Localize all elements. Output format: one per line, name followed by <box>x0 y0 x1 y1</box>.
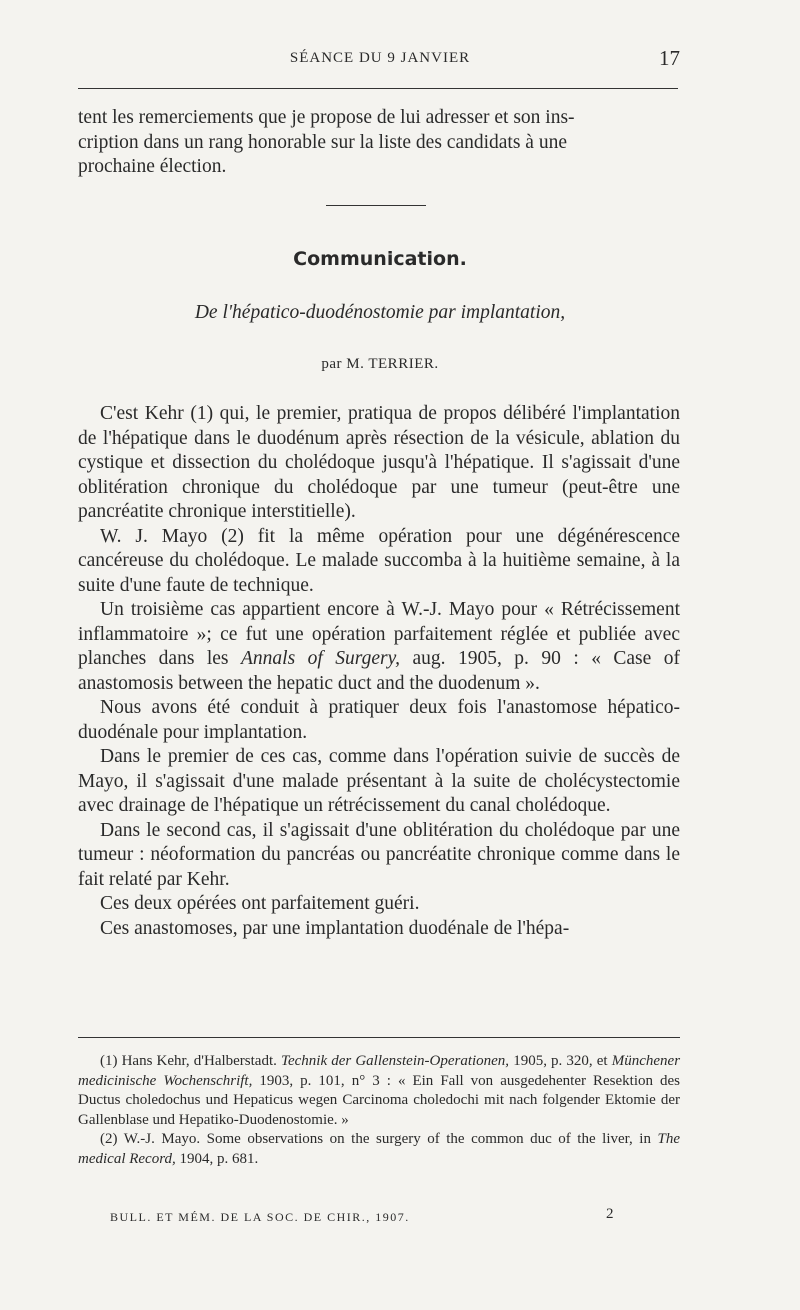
journal-annals: Annals of Surgery, <box>240 648 401 669</box>
footnote-2 <box>78 1130 680 1169</box>
fn2-ref: 1904, p. 681. <box>179 1150 259 1167</box>
fn1-citation: 1903, p. 101, n° 3 : « Ein Fall von ausgedehenter Resektion des Ductus choledochus und Hepaticus wegen Carcinoma choledochi mit nach folgender Ektomie der Gallenblase und Hepatiko-Duodenostomie. » <box>78 1072 681 1128</box>
fn1-book-title: Technik der Gallenstein-Operationen, <box>281 1053 510 1069</box>
intro-line-2: cription dans un rang honorable sur la liste des candidats à une <box>78 131 567 153</box>
fn1-ref: 1905, p. 320, et <box>513 1053 608 1069</box>
paragraph-second-case: Dans le second cas, il s'agissait d'une oblitération du cholédoque par une tumeur : néoformation du pancréas ou pancréatite chronique comme dans le fait relaté par Kehr. <box>78 819 680 890</box>
paragraph-two-cases: Nous avons été conduit à pratiquer deux fois l'anastomose hépatico-duodénale pour implantation. <box>78 697 680 743</box>
section-heading: Communication. <box>293 248 467 270</box>
fn2-journal: The medical Record, <box>78 1131 681 1167</box>
footer-signature-number: 2 <box>606 1206 614 1222</box>
header-rule <box>78 88 678 89</box>
article-title-part1: De <box>194 302 218 323</box>
fn1-journal: Münchener medicinische Wochenschrift, <box>78 1053 681 1089</box>
para3-before: Un troisième cas appartient encore à W.-J. Mayo pour « Rétrécissement inflammatoire »; ce fut une opération parfaitement réglée et publiée avec planches dans les <box>78 599 680 669</box>
article-title-part2: l'hépatico-duodénostomie par implantation, <box>222 302 566 323</box>
intro-line-1: tent les remerciements que je propose de lui adresser et son ins- <box>78 107 575 128</box>
footnote-1 <box>78 1052 680 1130</box>
para3-after: aug. 1905, p. 90 : « Case of anastomosis between the hepatic duct and the duodenum ». <box>78 648 680 694</box>
section-divider <box>326 205 426 206</box>
footnotes <box>78 1052 680 1169</box>
intro-line-3: prochaine élection. <box>78 156 227 177</box>
running-title: SÉANCE DU 9 JANVIER <box>289 50 471 66</box>
byline: par M. TERRIER. <box>321 356 439 372</box>
footer-signature: BULL. ET MÉM. DE LA SOC. DE CHIR., 1907. <box>110 1210 410 1224</box>
paragraph-kehr: C'est Kehr (1) qui, le premier, pratiqua de propos délibéré l'implantation de l'hépatique dans le duodénum après résection de la vésicule, ablation du cystique et dissection du cholédoque jusqu'à l'hépatique. Il s'agissait d'une oblitération chronique du cholédoque par une tumeur (peut-être une pancréatite chronique interstitielle). <box>78 403 680 522</box>
paragraph-mayo: W. J. Mayo (2) fit la même opération pour une dégénérescence cancéreuse du cholédoque. Le malade succomba à la huitième semaine, à la suite d'une faute de technique. <box>78 525 680 596</box>
intro-paragraph <box>78 106 680 180</box>
paragraph-healed: Ces deux opérées ont parfaitement guéri. <box>100 893 420 914</box>
footnote-rule <box>78 1037 680 1038</box>
paragraph-anastomoses: Ces anastomoses, par une implantation duodénale de l'hépa- <box>100 917 570 939</box>
paragraph-first-case: Dans le premier de ces cas, comme dans l'opération suivie de succès de Mayo, il s'agissait d'une malade présentant à la suite de cholécystectomie avec drainage de l'hépatique un rétrécissement du canal cholédoque. <box>78 746 680 816</box>
page-number: 17 <box>659 46 680 70</box>
fn2-text: (2) W.-J. Mayo. Some observations on the surgery of the common duc of the liver, in <box>100 1131 651 1147</box>
article-body <box>78 402 680 941</box>
paragraph-third-case <box>78 598 680 696</box>
article-title <box>0 302 760 324</box>
fn1-author: (1) Hans Kehr, d'Halberstadt. <box>100 1053 277 1069</box>
